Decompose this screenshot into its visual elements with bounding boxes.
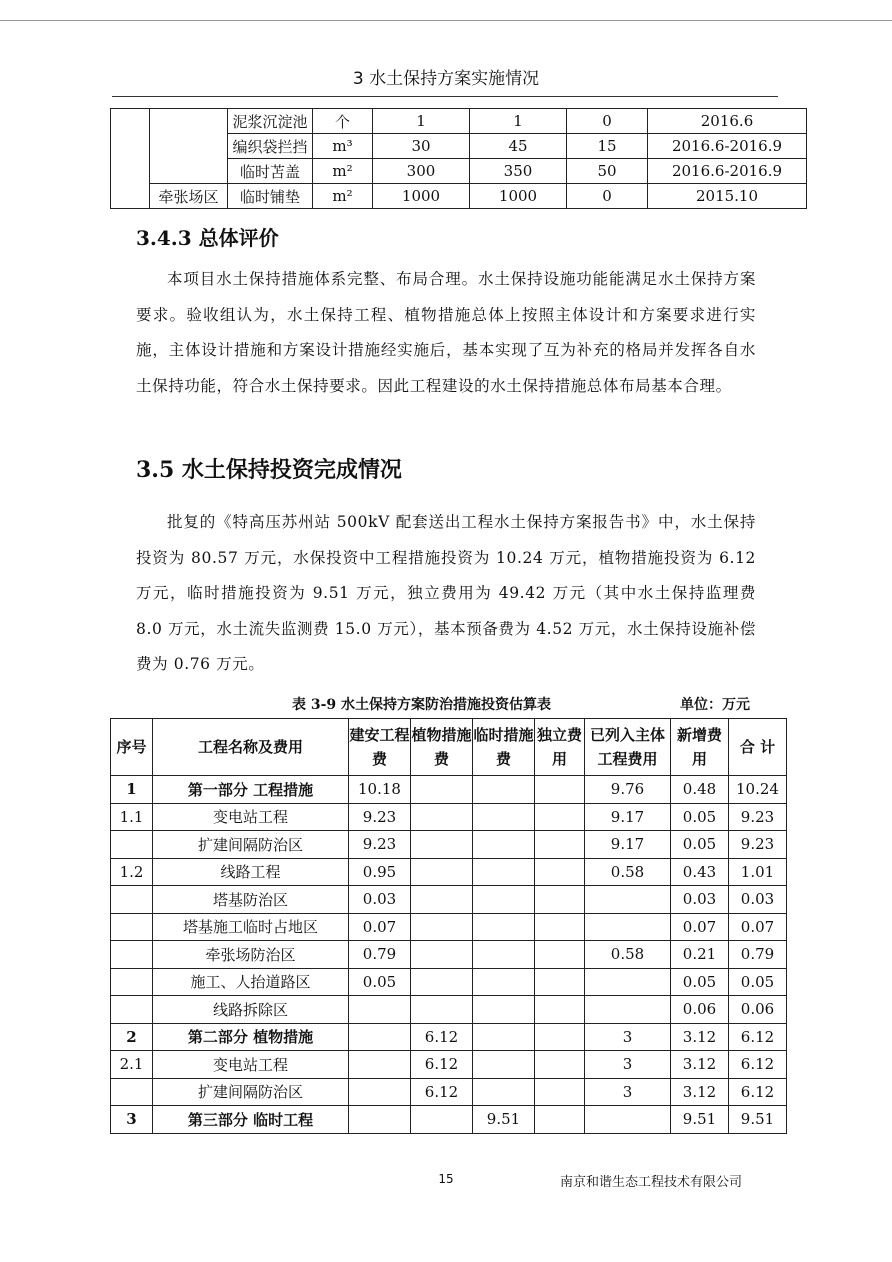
table-row xyxy=(111,776,787,804)
cell-du xyxy=(535,776,585,804)
cell-name: 施工、人抬道路区 xyxy=(153,968,349,996)
cell-yi xyxy=(585,886,671,914)
cell-c2: 1 xyxy=(470,109,567,134)
cell-no: 1.2 xyxy=(111,858,153,886)
cell-name: 泥浆沉淀池 xyxy=(228,109,313,134)
cell-jian xyxy=(349,1078,411,1106)
cell-lin xyxy=(473,913,535,941)
cell-lin xyxy=(473,941,535,969)
cell-name: 第二部分 植物措施 xyxy=(153,1023,349,1051)
cell-name: 塔基防治区 xyxy=(153,886,349,914)
cell-zhi xyxy=(411,886,473,914)
cell-c2: 45 xyxy=(470,134,567,159)
cell-xin: 9.51 xyxy=(671,1106,729,1134)
table-row xyxy=(111,858,787,886)
page-number: 15 xyxy=(438,1172,454,1186)
cell-name: 编织袋拦挡 xyxy=(228,134,313,159)
cell-xin: 0.21 xyxy=(671,941,729,969)
merged-category-cell xyxy=(111,109,150,209)
overall-evaluation-paragraph: 本项目水土保持措施体系完整、布局合理。水土保持设施功能能满足水土保持方案要求。验收组认为，水土保持工程、植物措施总体上按照主体设计和方案要求进行实施，主体设计措施和方案设计措施经实施后，基本实现了互为补充的格局并发挥各自水土保持功能，符合水土保持要求。因此工程建设的水土保持措施总体布局基本合理。 xyxy=(136,270,756,395)
cell-no xyxy=(111,968,153,996)
cell-name: 扩建间隔防治区 xyxy=(153,1078,349,1106)
table-row xyxy=(111,184,807,209)
cell-du xyxy=(535,1078,585,1106)
cell-name: 第三部分 临时工程 xyxy=(153,1106,349,1134)
cell-yi xyxy=(585,996,671,1024)
cell-c1: 300 xyxy=(373,159,470,184)
cell-yi: 3 xyxy=(585,1078,671,1106)
cell-name: 变电站工程 xyxy=(153,803,349,831)
cell-c3: 50 xyxy=(567,159,648,184)
cell-no: 3 xyxy=(111,1106,153,1134)
cell-du xyxy=(535,858,585,886)
cell-zhi xyxy=(411,1106,473,1134)
cell-du xyxy=(535,831,585,859)
cell-yi xyxy=(585,1106,671,1134)
cell-he: 0.06 xyxy=(729,996,787,1024)
col-header-new: 新增费用 xyxy=(671,719,729,776)
cell-yi: 9.76 xyxy=(585,776,671,804)
cell-no xyxy=(111,941,153,969)
cell-yi xyxy=(585,968,671,996)
cell-no: 1.1 xyxy=(111,803,153,831)
cell-jian: 0.07 xyxy=(349,913,411,941)
col-header-main-included: 已列入主体工程费用 xyxy=(585,719,671,776)
cell-c2: 350 xyxy=(470,159,567,184)
cell-jian: 0.05 xyxy=(349,968,411,996)
cell-lin xyxy=(473,1023,535,1051)
cell-xin: 0.05 xyxy=(671,968,729,996)
cell-lin xyxy=(473,831,535,859)
region-cell: 牵张场区 xyxy=(150,184,228,209)
cell-no xyxy=(111,831,153,859)
cell-lin xyxy=(473,803,535,831)
cell-zhi xyxy=(411,858,473,886)
cell-zhi: 6.12 xyxy=(411,1051,473,1079)
cell-lin xyxy=(473,1051,535,1079)
cell-xin: 0.05 xyxy=(671,803,729,831)
table-row xyxy=(111,1023,787,1051)
cell-lin xyxy=(473,886,535,914)
col-header-construction: 建安工程费 xyxy=(349,719,411,776)
table-row xyxy=(111,968,787,996)
cell-zhi xyxy=(411,968,473,996)
cell-xin: 0.03 xyxy=(671,886,729,914)
cell-zhi xyxy=(411,913,473,941)
cell-unit: m² xyxy=(313,184,373,209)
cell-he: 6.12 xyxy=(729,1023,787,1051)
cell-lin xyxy=(473,996,535,1024)
continued-temporary-measures-table xyxy=(110,108,807,209)
cell-yi: 9.17 xyxy=(585,831,671,859)
cell-du xyxy=(535,968,585,996)
cell-he: 6.12 xyxy=(729,1051,787,1079)
table-row xyxy=(111,831,787,859)
header-rule xyxy=(112,96,778,97)
cell-jian xyxy=(349,1051,411,1079)
cell-unit: m² xyxy=(313,159,373,184)
cell-he: 9.23 xyxy=(729,803,787,831)
cell-no: 2 xyxy=(111,1023,153,1051)
cell-c3: 0 xyxy=(567,184,648,209)
cell-c3: 15 xyxy=(567,134,648,159)
cell-he: 0.79 xyxy=(729,941,787,969)
cell-zhi xyxy=(411,996,473,1024)
cell-he: 9.51 xyxy=(729,1106,787,1134)
table-header-row xyxy=(111,719,787,776)
cell-du xyxy=(535,941,585,969)
cell-jian: 0.95 xyxy=(349,858,411,886)
cell-yi: 3 xyxy=(585,1051,671,1079)
section-heading-3-5: 3.5 水土保持投资完成情况 xyxy=(136,457,402,483)
cell-jian: 0.79 xyxy=(349,941,411,969)
table-row xyxy=(111,1051,787,1079)
cell-name: 临时苫盖 xyxy=(228,159,313,184)
cell-name: 第一部分 工程措施 xyxy=(153,776,349,804)
cell-zhi xyxy=(411,803,473,831)
cell-name: 塔基施工临时占地区 xyxy=(153,913,349,941)
table-body xyxy=(111,776,787,1134)
company-name: 南京和谐生态工程技术有限公司 xyxy=(560,1175,743,1190)
continued-table-body xyxy=(111,109,807,209)
section-heading-3-4-3: 3.4.3 总体评价 xyxy=(136,226,279,250)
cell-yi: 3 xyxy=(585,1023,671,1051)
investment-estimate-table xyxy=(110,718,787,1134)
cell-name: 线路拆除区 xyxy=(153,996,349,1024)
cell-xin: 3.12 xyxy=(671,1051,729,1079)
cell-du xyxy=(535,1106,585,1134)
table-row xyxy=(111,109,807,134)
cell-no: 2.1 xyxy=(111,1051,153,1079)
cell-xin: 0.05 xyxy=(671,831,729,859)
cell-lin xyxy=(473,1078,535,1106)
cell-xin: 0.43 xyxy=(671,858,729,886)
cell-du xyxy=(535,996,585,1024)
cell-c1: 30 xyxy=(373,134,470,159)
cell-no xyxy=(111,996,153,1024)
cell-du xyxy=(535,1023,585,1051)
cell-c1: 1 xyxy=(373,109,470,134)
cell-jian: 0.03 xyxy=(349,886,411,914)
cell-jian xyxy=(349,996,411,1024)
cell-zhi xyxy=(411,941,473,969)
cell-zhi xyxy=(411,831,473,859)
cell-lin xyxy=(473,858,535,886)
cell-jian: 9.23 xyxy=(349,803,411,831)
table-row xyxy=(111,803,787,831)
cell-yi: 0.58 xyxy=(585,858,671,886)
cell-xin: 0.06 xyxy=(671,996,729,1024)
cell-he: 9.23 xyxy=(729,831,787,859)
cell-du xyxy=(535,803,585,831)
table-row xyxy=(111,1078,787,1106)
cell-name: 牵张场防治区 xyxy=(153,941,349,969)
cell-unit: m³ xyxy=(313,134,373,159)
top-rule xyxy=(0,20,892,21)
cell-yi: 9.17 xyxy=(585,803,671,831)
cell-he: 0.05 xyxy=(729,968,787,996)
cell-jian xyxy=(349,1106,411,1134)
table-row xyxy=(111,1106,787,1134)
cell-zhi: 6.12 xyxy=(411,1023,473,1051)
cell-lin xyxy=(473,776,535,804)
cell-c3: 0 xyxy=(567,109,648,134)
cell-c2: 1000 xyxy=(470,184,567,209)
cell-zhi xyxy=(411,776,473,804)
cell-date: 2015.10 xyxy=(648,184,807,209)
col-header-plant: 植物措施费 xyxy=(411,719,473,776)
cell-lin: 9.51 xyxy=(473,1106,535,1134)
cell-jian: 10.18 xyxy=(349,776,411,804)
cell-jian: 9.23 xyxy=(349,831,411,859)
cell-du xyxy=(535,913,585,941)
table-row xyxy=(111,886,787,914)
investment-paragraph: 批复的《特高压苏州站 500kV 配套送出工程水土保持方案报告书》中，水土保持投资为 80.57 万元，水保投资中工程措施投资为 10.24 万元，植物措施投资为 6.12 万元，临时措施投资为 9.51 万元，独立费用为 49.42 万元（其中水土保持监理费 8.0 万元，水土流失监测费 15.0 万元），基本预备费为 4.52 万元，水土保持设施补偿费为 0.76 万元。 xyxy=(136,513,756,673)
col-header-no: 序号 xyxy=(111,719,153,776)
region-cell xyxy=(150,109,228,184)
cell-jian xyxy=(349,1023,411,1051)
table-unit-label: 单位：万元 xyxy=(680,697,750,713)
cell-du xyxy=(535,886,585,914)
table-caption: 表 3-9 水土保持方案防治措施投资估算表 xyxy=(292,697,552,713)
cell-no xyxy=(111,913,153,941)
cell-zhi: 6.12 xyxy=(411,1078,473,1106)
cell-unit: 个 xyxy=(313,109,373,134)
cell-xin: 0.07 xyxy=(671,913,729,941)
table-row xyxy=(111,941,787,969)
cell-name: 变电站工程 xyxy=(153,1051,349,1079)
cell-date: 2016.6-2016.9 xyxy=(648,134,807,159)
col-header-name: 工程名称及费用 xyxy=(153,719,349,776)
cell-name: 线路工程 xyxy=(153,858,349,886)
cell-no xyxy=(111,886,153,914)
page-header: 3 水土保持方案实施情况 xyxy=(352,69,540,89)
col-header-independent: 独立费用 xyxy=(535,719,585,776)
cell-no: 1 xyxy=(111,776,153,804)
cell-he: 0.07 xyxy=(729,913,787,941)
cell-yi xyxy=(585,913,671,941)
cell-he: 1.01 xyxy=(729,858,787,886)
cell-he: 10.24 xyxy=(729,776,787,804)
table-row xyxy=(111,913,787,941)
cell-name: 临时铺垫 xyxy=(228,184,313,209)
cell-no xyxy=(111,1078,153,1106)
cell-date: 2016.6-2016.9 xyxy=(648,159,807,184)
cell-name: 扩建间隔防治区 xyxy=(153,831,349,859)
cell-lin xyxy=(473,968,535,996)
cell-du xyxy=(535,1051,585,1079)
table-row xyxy=(111,996,787,1024)
cell-he: 0.03 xyxy=(729,886,787,914)
cell-xin: 3.12 xyxy=(671,1023,729,1051)
cell-yi: 0.58 xyxy=(585,941,671,969)
cell-xin: 0.48 xyxy=(671,776,729,804)
col-header-temporary: 临时措施费 xyxy=(473,719,535,776)
cell-he: 6.12 xyxy=(729,1078,787,1106)
cell-date: 2016.6 xyxy=(648,109,807,134)
cell-xin: 3.12 xyxy=(671,1078,729,1106)
col-header-total: 合 计 xyxy=(729,719,787,776)
cell-c1: 1000 xyxy=(373,184,470,209)
